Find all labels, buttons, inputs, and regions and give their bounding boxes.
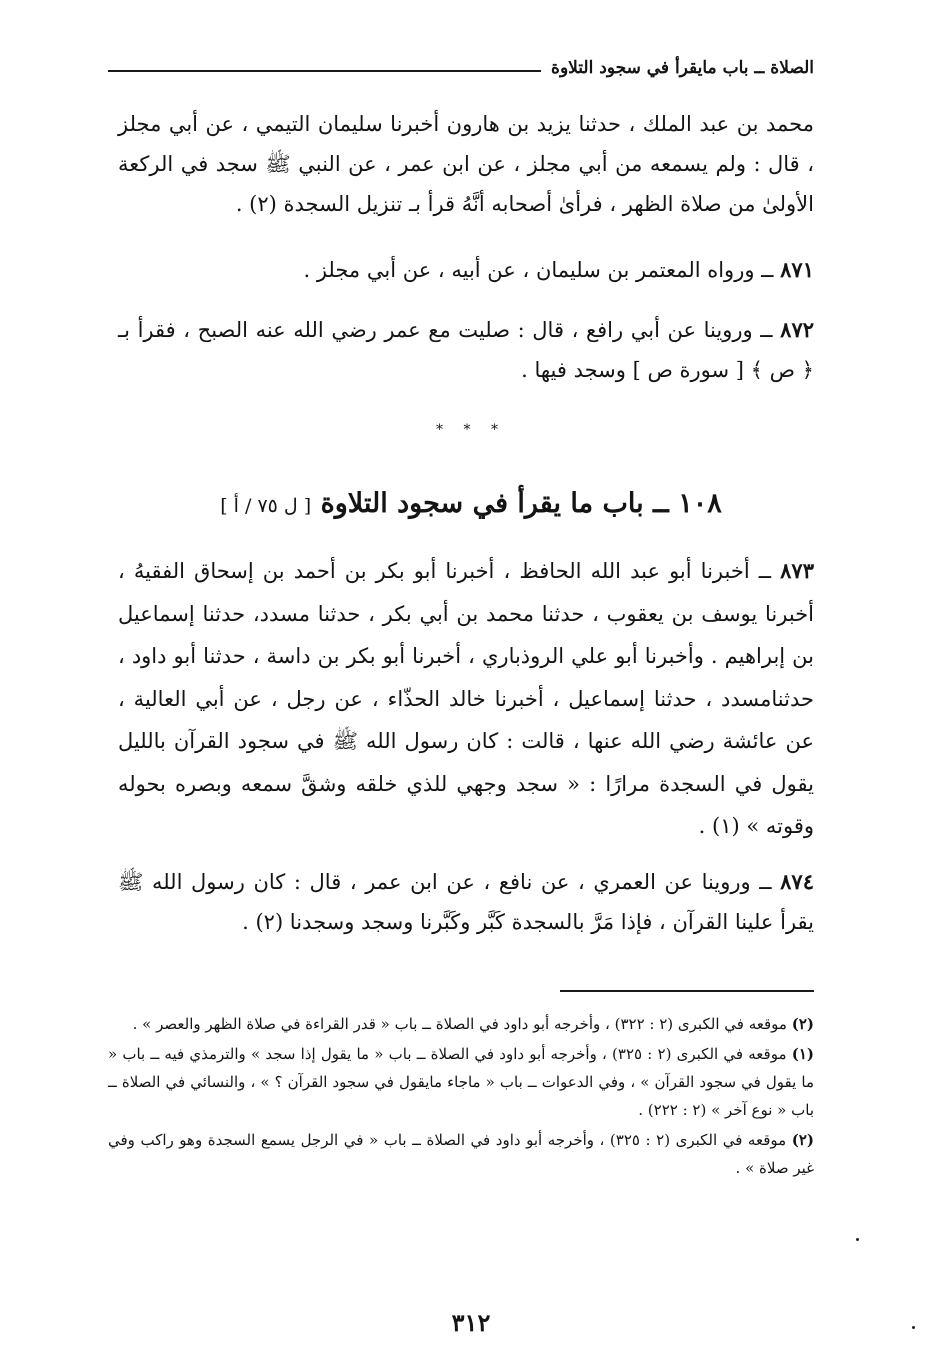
print-speck: [912, 1326, 915, 1329]
hadith-number: ٨٧٣: [780, 558, 814, 583]
hadith-number: ٨٧١: [780, 257, 814, 282]
manuscript-reference: [ ل ٧٥ / أ ]: [220, 495, 312, 517]
hadith-text: ــ ورواه المعتمر بن سليمان ، عن أبيه ، عن أبي مجلز .: [303, 258, 774, 282]
hadith-text: ــ وروينا عن العمري ، عن نافع ، عن ابن عمر ، قال : كان رسول الله ﷺ يقرأ علينا القرآن ، فإذا مَرَّ بالسجدة كَبَّر وكَبَّرنا وسجد وسجدنا (٢) .: [118, 870, 814, 934]
hadith-872: [118, 310, 814, 390]
section-separator: * * *: [436, 422, 506, 438]
hadith-874: [118, 862, 814, 942]
chapter-title: ١٠٨ ــ باب ما يقرأ في سجود التلاوة: [320, 488, 722, 519]
running-title: الصلاة ــ باب مايقرأ في سجود التلاوة: [551, 58, 814, 78]
hadith-number: ٨٧٢: [780, 317, 815, 342]
continuation-paragraph: [118, 104, 814, 224]
hadith-number: ٨٧٤: [780, 869, 814, 894]
footnote: [108, 1126, 814, 1182]
page-number: ٣١٢: [451, 1308, 491, 1337]
hadith-871: [118, 250, 814, 290]
hadith-text: ــ وروينا عن أبي رافع ، قال : صليت مع عمر رضي الله عنه الصبح ، فقرأ بـ ﴿ ص ﴾ [ سورة ص ] وسجد فيها .: [118, 318, 814, 382]
footnote: [108, 1040, 814, 1124]
footnote-rule: [560, 990, 814, 992]
running-header: [108, 52, 814, 84]
continuation-text: محمد بن عبد الملك ، حدثنا يزيد بن هارون أخبرنا سليمان التيمي ، عن أبي مجلز ، قال : ولم يسمعه من أبي مجلز ، عن ابن عمر ، عن النبي ﷺ سجد في الركعة الأولىٰ من صلاة الظهر ، فرأىٰ أصحابه أنَّهُ قرأ بـ تنزيل السجدة (٢) .: [118, 112, 814, 216]
chapter-heading: [0, 488, 942, 519]
footnote: [108, 1010, 814, 1038]
hadith-text: ــ أخبرنا أبو عبد الله الحافظ ، أخبرنا أبو بكر بن أحمد بن إسحاق الفقيهُ ، أخبرنا يوسف بن يعقوب ، حدثنا محمد بن أبي بكر ، حدثنا مسدد، حدثنا إسماعيل بن إبراهيم . وأخبرنا أبو علي الروذباري ، أخبرنا أبو بكر بن داسة ، حدثنا أبو داود ، حدثنامسدد ، حدثنا إسماعيل ، أخبرنا خالد الحذّاء ، عن رجل ، عن أبي العالية ، عن عائشة رضي الله عنها ، قالت : كان رسول الله ﷺ في سجود القرآن بالليل يقول في السجدة مرارًا : « سجد وجهي للذي خلقه وشقَّ سمعه وبصره بحوله وقوته » (١) .: [118, 559, 814, 838]
print-speck: [856, 1238, 859, 1241]
hadith-873: [118, 550, 814, 848]
footnote-text: موقعه في الكبرى (٢ : ٣٢٢) ، وأخرجه أبو داود في الصلاة ــ باب « قدر القراءة في صلاة الظهر والعصر » .: [132, 1015, 787, 1033]
footnote-text: موقعه في الكبرى (٢ : ٣٢٥) ، وأخرجه أبو داود في الصلاة ــ باب « في الرجل يسمع السجدة وهو راكب وفي غير صلاة » .: [108, 1131, 814, 1177]
footnotes: [108, 1010, 814, 1184]
footnote-text: موقعه في الكبرى (٢ : ٣٢٥) ، وأخرجه أبو داود في الصلاة ــ باب « ما يقول إذا سجد » والترمذي فيه ــ باب « ما يقول في سجود القرآن » ، وفي الدعوات ــ باب « ماجاء مايقول في سجود القرآن ؟ » ، والنسائي في الصلاة ــ باب « نوع آخر » (٢ : ٢٢٢) .: [108, 1045, 814, 1119]
footnote-marker: (٢): [791, 1131, 814, 1149]
header-rule: [108, 70, 541, 72]
footnote-marker: (١): [791, 1045, 814, 1063]
footnote-marker: (٢): [791, 1015, 814, 1033]
